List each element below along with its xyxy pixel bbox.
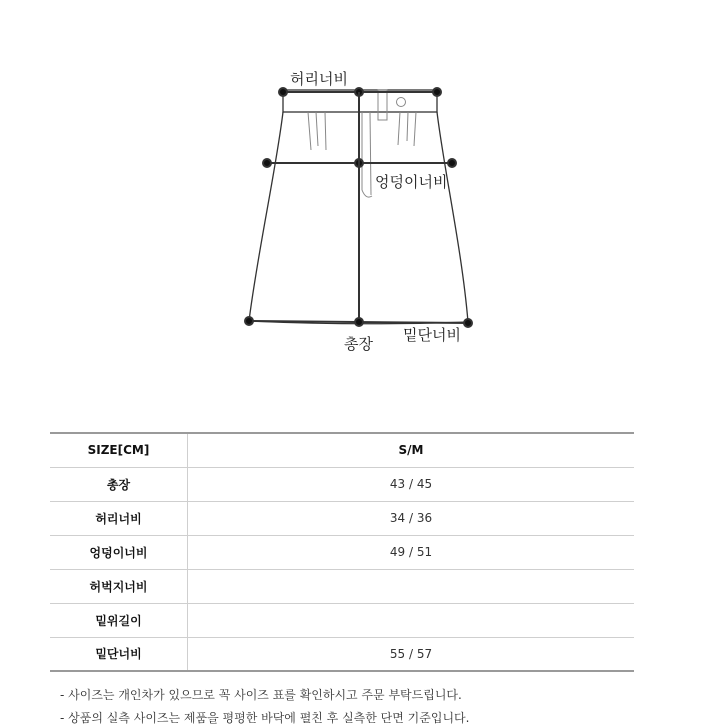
row-label: 허벅지너비: [50, 569, 188, 603]
size-table: [50, 432, 634, 672]
row-value: 49 / 51: [188, 535, 635, 569]
row-value: 55 / 57: [188, 637, 635, 671]
table-row: [50, 603, 634, 637]
row-label: 엉덩이너비: [50, 535, 188, 569]
row-label: 밑단너비: [50, 637, 188, 671]
row-value: 34 / 36: [188, 501, 635, 535]
row-label: 총장: [50, 467, 188, 501]
measurement-note: - 상품의 실측 사이즈는 제품을 평평한 바닥에 펼친 후 실측한 단면 기준입니다.: [60, 711, 470, 725]
row-value: [188, 603, 635, 637]
row-label: 허리너비: [50, 501, 188, 535]
row-label: 밑위길이: [50, 603, 188, 637]
row-value: 43 / 45: [188, 467, 635, 501]
table-header-label: SIZE[CM]: [50, 433, 188, 467]
table-row: [50, 637, 634, 671]
hem-label: 밑단너비: [403, 326, 461, 344]
row-value: [188, 569, 635, 603]
button-detail: [397, 98, 406, 107]
table-header-row: [50, 433, 634, 467]
table-row: [50, 535, 634, 569]
length-label: 총장: [344, 335, 373, 353]
table-row: [50, 467, 634, 501]
table-row: [50, 501, 634, 535]
table-row: [50, 569, 634, 603]
table-header-value: S/M: [188, 433, 635, 467]
size-note: - 사이즈는 개인차가 있으므로 꼭 사이즈 표를 확인하시고 주문 부탁드립니다.: [60, 688, 462, 702]
waist-label: 허리너비: [290, 70, 348, 88]
hip-label: 엉덩이너비: [375, 173, 448, 191]
